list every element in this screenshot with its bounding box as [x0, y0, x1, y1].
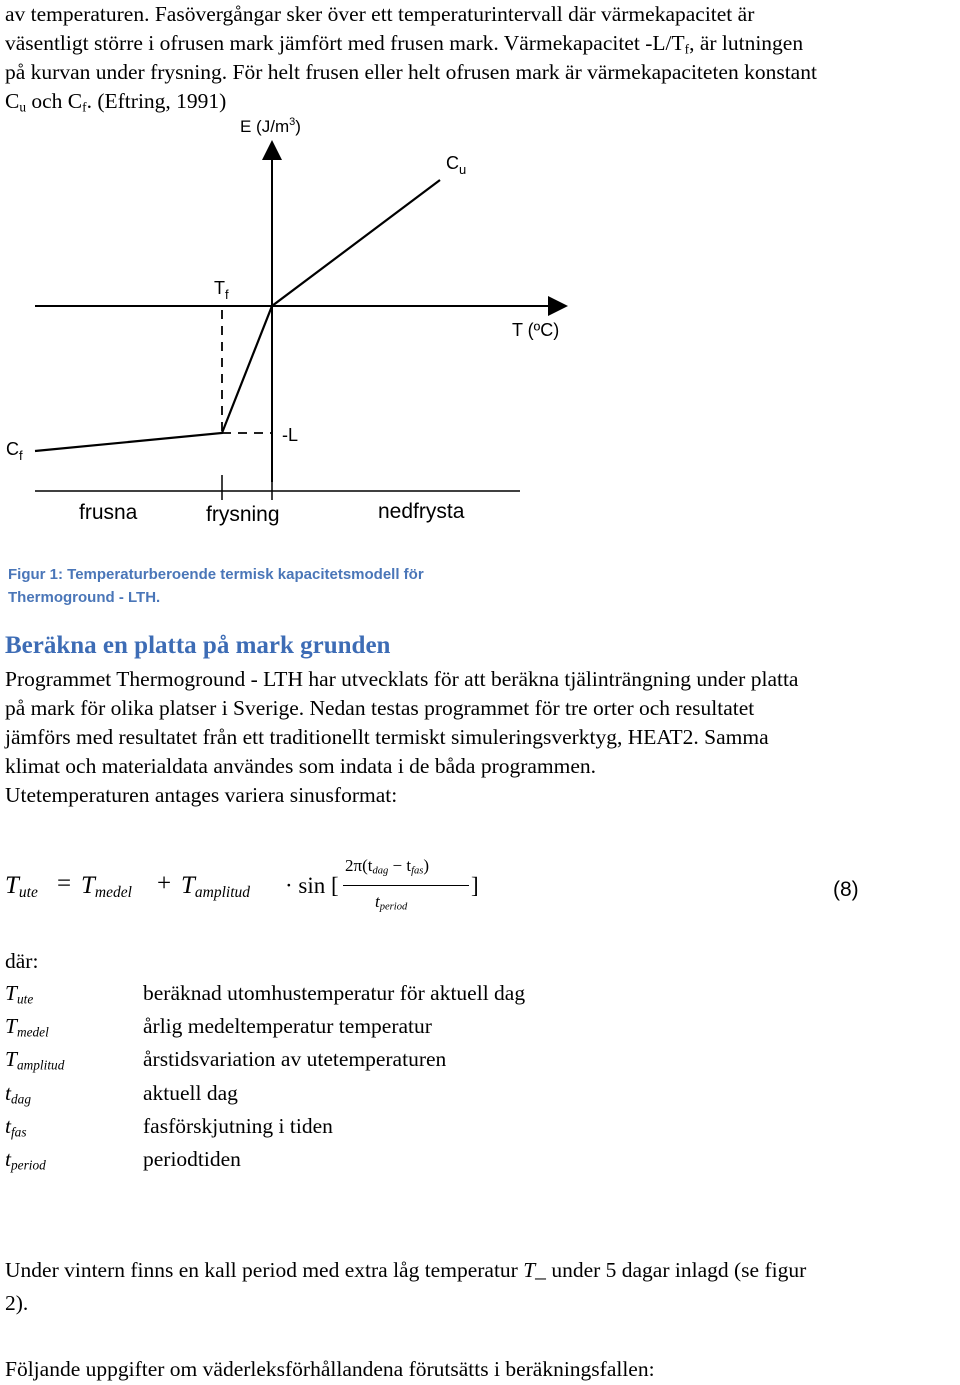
eq-den-sub: period — [379, 901, 408, 913]
closing-t-symbol: T_ — [523, 1258, 546, 1282]
intro-line-2-end: , är lutningen — [689, 31, 804, 55]
capacity-curve — [35, 180, 440, 451]
var-desc: fasförskjutning i tiden — [143, 1114, 333, 1138]
intro-line-3: på kurvan under frysning. För helt frusen eller helt ofrusen mark är värmekapaciteten konstant — [5, 60, 817, 84]
intro-line-2 — [5, 29, 803, 58]
eq-den: t — [375, 892, 380, 911]
var-symbol: $t_{fas}$ — [5, 1114, 27, 1140]
equation-denominator — [375, 892, 407, 912]
intro-line-1: av temperaturen. Fasövergångar sker över ett temperaturintervall där värmekapacitet är — [5, 2, 755, 26]
eq-t-amp: T — [181, 872, 195, 899]
intro-sub-f: f — [684, 41, 690, 57]
var-symbol: $T_{amplitud}$ — [5, 1047, 65, 1073]
figure-caption — [8, 563, 424, 609]
equation-close-bracket: ] — [471, 873, 479, 898]
intro-sub-u: u — [19, 99, 27, 115]
x-axis-label: T (ºC) — [512, 320, 560, 340]
equation-sin: · sin [ — [285, 873, 339, 898]
equation-t-medel — [81, 872, 132, 900]
region-label-frysning: frysning — [206, 503, 280, 526]
eq-t-ute: T — [5, 872, 19, 899]
equation-t-amplitud — [181, 872, 250, 900]
var-desc: periodtiden — [143, 1147, 241, 1171]
eq-num-close: ) — [423, 856, 430, 875]
intro-sub-f2: f — [82, 99, 87, 115]
cf-label: $C_f$ — [6, 439, 23, 463]
eq-sub-ute: ute — [18, 883, 38, 901]
equation-8 — [5, 858, 905, 928]
capacity-model-figure — [0, 110, 620, 530]
section-heading: Beräkna en platta på mark grunden — [5, 632, 391, 659]
closing-line-1 — [5, 1256, 806, 1285]
paragraph-line-5: Utetemperaturen antages variera sinusformat: — [5, 783, 398, 807]
minus-l-label: -L — [282, 425, 299, 445]
y-axis-label: E $(J/m^3)$ — [240, 116, 301, 136]
eq-t-medel: T — [81, 872, 95, 899]
eq-num-minus: − t — [388, 856, 412, 875]
caption-line-2: Thermoground - LTH. — [8, 589, 161, 606]
var-desc: beräknad utomhustemperatur för aktuell dag — [143, 981, 526, 1005]
paragraph-line-1: Programmet Thermoground - LTH har utvecklats för att beräkna tjälinträngning under platta — [5, 667, 799, 691]
intro-cu: C — [5, 89, 20, 113]
equation-lhs — [5, 872, 38, 900]
where-label: där: — [5, 949, 39, 973]
closing-text-b: under 5 dagar inlagd (se figur — [545, 1258, 807, 1282]
equation-plus: + — [157, 870, 172, 897]
intro-och: och C — [26, 89, 83, 113]
paragraph-line-4: klimat och materialdata användes som indata i de båda programmen. — [5, 754, 597, 778]
equation-numerator — [345, 856, 429, 876]
var-desc: årlig medeltemperatur temperatur — [143, 1014, 432, 1038]
var-symbol: $T_{ute}$ — [5, 981, 34, 1007]
closing-line-3: Följande uppgifter om väderleksförhållandena förutsätts i beräkningsfallen: — [5, 1357, 655, 1381]
eq-sub-medel: medel — [94, 883, 132, 901]
equation-equals: = — [57, 870, 72, 897]
eq-sub-amp: amplitud — [194, 883, 251, 901]
equation-number: (8) — [833, 878, 859, 901]
eq-num-sub2: fas — [411, 865, 424, 877]
cu-label: $C_u$ — [446, 153, 467, 177]
eq-num: 2π(t — [345, 856, 373, 875]
var-desc: årstidsvariation av utetemperaturen — [143, 1047, 447, 1071]
var-symbol: $T_{medel}$ — [5, 1014, 49, 1040]
region-label-frusna: frusna — [79, 501, 138, 524]
var-symbol: $t_{period}$ — [5, 1147, 46, 1173]
paragraph-line-3: jämförs med resultatet från ett traditionellt termiskt simuleringsverktyg, HEAT2. Samma — [5, 725, 769, 749]
caption-line-1: Figur 1: Temperaturberoende termisk kapacitetsmodell för — [8, 566, 424, 583]
region-label-nedfrysta: nedfrysta — [378, 500, 465, 523]
paragraph-line-2: på mark för olika platser i Sverige. Nedan testas programmet för tre orter och resultatet — [5, 696, 755, 720]
intro-line-2-text: väsentligt större i ofrusen mark jämfört med frusen mark. Värmekapacitet -L/T — [5, 31, 685, 55]
intro-citation: . (Eftring, 1991) — [86, 89, 227, 113]
var-desc: aktuell dag — [143, 1081, 238, 1105]
var-symbol: $t_{dag}$ — [5, 1081, 31, 1107]
closing-text-a: Under vintern finns en kall period med extra låg temperatur — [5, 1258, 524, 1282]
eq-num-sub1: dag — [372, 865, 389, 877]
tf-label: $T_f$ — [214, 278, 229, 302]
equation-fraction-bar — [343, 885, 469, 886]
closing-line-2: 2). — [5, 1291, 29, 1315]
